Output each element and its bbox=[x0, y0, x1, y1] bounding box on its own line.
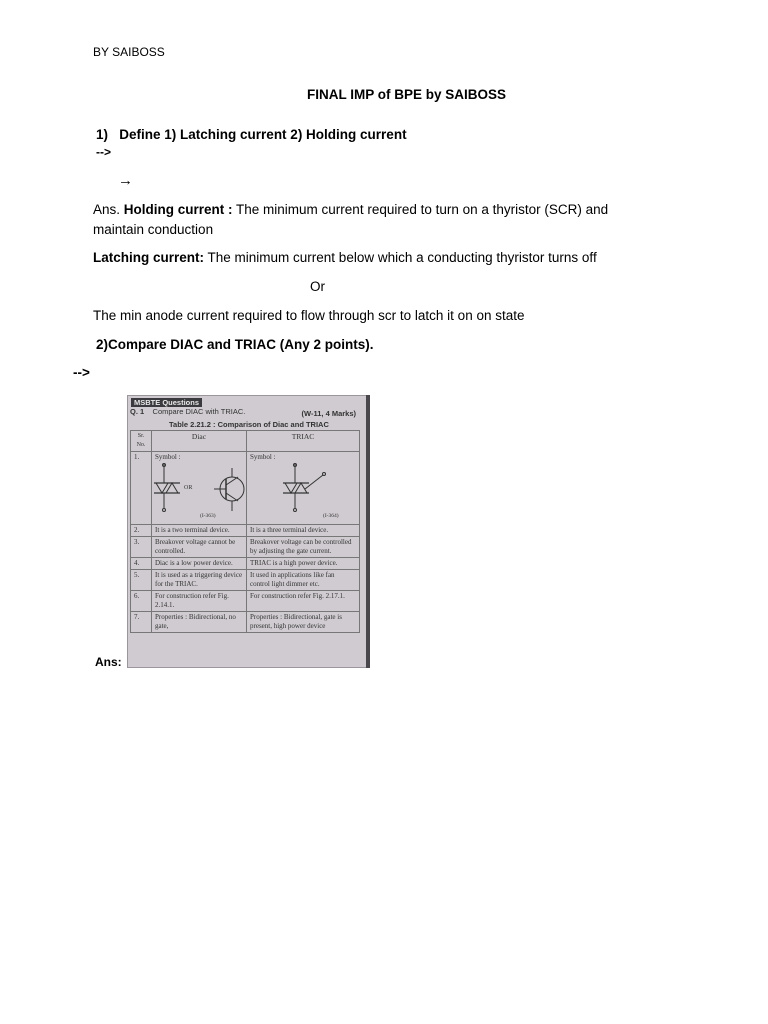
diac-cell: Breakover voltage cannot be controlled. bbox=[152, 537, 247, 558]
q2-heading: 2)Compare DIAC and TRIAC (Any 2 points). bbox=[96, 337, 374, 352]
photo-table-caption: Table 2.21.2 : Comparison of Diac and TRIAC bbox=[169, 420, 329, 429]
fig-label-diac: (I-363) bbox=[200, 513, 216, 519]
holding-current-line bbox=[93, 202, 608, 217]
author-header: BY SAIBOSS bbox=[93, 45, 165, 59]
latching-text: The minimum current below which a conducting thyristor turns off bbox=[204, 250, 597, 265]
triac-symbol-label: Symbol : bbox=[250, 453, 276, 461]
table-row bbox=[131, 591, 360, 612]
photo-q-text: Compare DIAC with TRIAC. bbox=[152, 407, 246, 416]
diac-cell: It is used as a triggering device for the TRIAC. bbox=[152, 570, 247, 591]
triac-cell: For construction refer Fig. 2.17.1. bbox=[247, 591, 360, 612]
row-no: 5. bbox=[131, 570, 152, 591]
triac-symbol-cell bbox=[247, 452, 360, 525]
triac-symbol-icon bbox=[275, 463, 367, 521]
table-row bbox=[131, 612, 360, 633]
diac-symbol-label: Symbol : bbox=[155, 453, 181, 461]
q2-ans-label: Ans: bbox=[95, 655, 122, 669]
photo-edge bbox=[366, 395, 370, 668]
table-row bbox=[131, 558, 360, 570]
q1-arrow-text: --> bbox=[96, 145, 111, 159]
latching-current-line bbox=[93, 250, 597, 265]
q1-number: 1) bbox=[96, 127, 109, 142]
photo-question bbox=[130, 407, 245, 416]
diac-symbol-cell bbox=[152, 452, 247, 525]
triac-cell: It used in applications like fan control light dimmer etc. bbox=[247, 570, 360, 591]
row-no: 3. bbox=[131, 537, 152, 558]
diac-cell: Diac is a low power device. bbox=[152, 558, 247, 570]
diac-cell: For construction refer Fig. 2.14.1. bbox=[152, 591, 247, 612]
table-row bbox=[131, 525, 360, 537]
header-diac: Diac bbox=[152, 431, 247, 452]
ans-prefix: Ans. bbox=[93, 202, 121, 217]
photo-q-num: Q. 1 bbox=[130, 407, 145, 416]
row-no: 2. bbox=[131, 525, 152, 537]
triac-cell: TRIAC is a high power device. bbox=[247, 558, 360, 570]
header-sr-no: Sr. No. bbox=[131, 431, 152, 452]
q1-heading bbox=[96, 127, 407, 142]
holding-label: Holding current : bbox=[123, 202, 233, 217]
q2-arrow-text: --> bbox=[73, 365, 90, 380]
table-row bbox=[131, 452, 360, 525]
header-triac: TRIAC bbox=[247, 431, 360, 452]
table-row bbox=[131, 537, 360, 558]
or-label: OR bbox=[184, 485, 193, 491]
row-no: 6. bbox=[131, 591, 152, 612]
triac-cell: Properties : Bidirectional, gate is present, high power device bbox=[247, 612, 360, 633]
holding-text: The minimum current required to turn on a thyristor (SCR) and bbox=[232, 202, 609, 217]
triac-cell: It is a three terminal device. bbox=[247, 525, 360, 537]
page-title: FINAL IMP of BPE by SAIBOSS bbox=[307, 87, 507, 102]
holding-text-cont: maintain conduction bbox=[93, 222, 214, 237]
or-separator: Or bbox=[310, 279, 325, 294]
fig-label-triac: (I-364) bbox=[323, 513, 339, 519]
photo-comparison-table bbox=[130, 430, 360, 633]
latching-label: Latching current: bbox=[93, 250, 205, 265]
q1-text: Define 1) Latching current 2) Holding current bbox=[119, 127, 407, 142]
row-no: 1. bbox=[131, 452, 152, 525]
row-no: 7. bbox=[131, 612, 152, 633]
diac-cell: It is a two terminal device. bbox=[152, 525, 247, 537]
latching-alt-definition: The min anode current required to flow through scr to latch it on on state bbox=[93, 308, 525, 323]
photo-banner: MSBTE Questions bbox=[131, 398, 202, 407]
row-no: 4. bbox=[131, 558, 152, 570]
table-header-row bbox=[131, 431, 360, 452]
table-row bbox=[131, 570, 360, 591]
comparison-table-photo bbox=[127, 395, 370, 668]
triac-cell: Breakover voltage can be controlled by adjusting the gate current. bbox=[247, 537, 360, 558]
q1-arrow-symbol: → bbox=[118, 172, 133, 189]
diac-cell: Properties : Bidirectional, no gate, bbox=[152, 612, 247, 633]
photo-marks: (W-11, 4 Marks) bbox=[301, 409, 356, 418]
